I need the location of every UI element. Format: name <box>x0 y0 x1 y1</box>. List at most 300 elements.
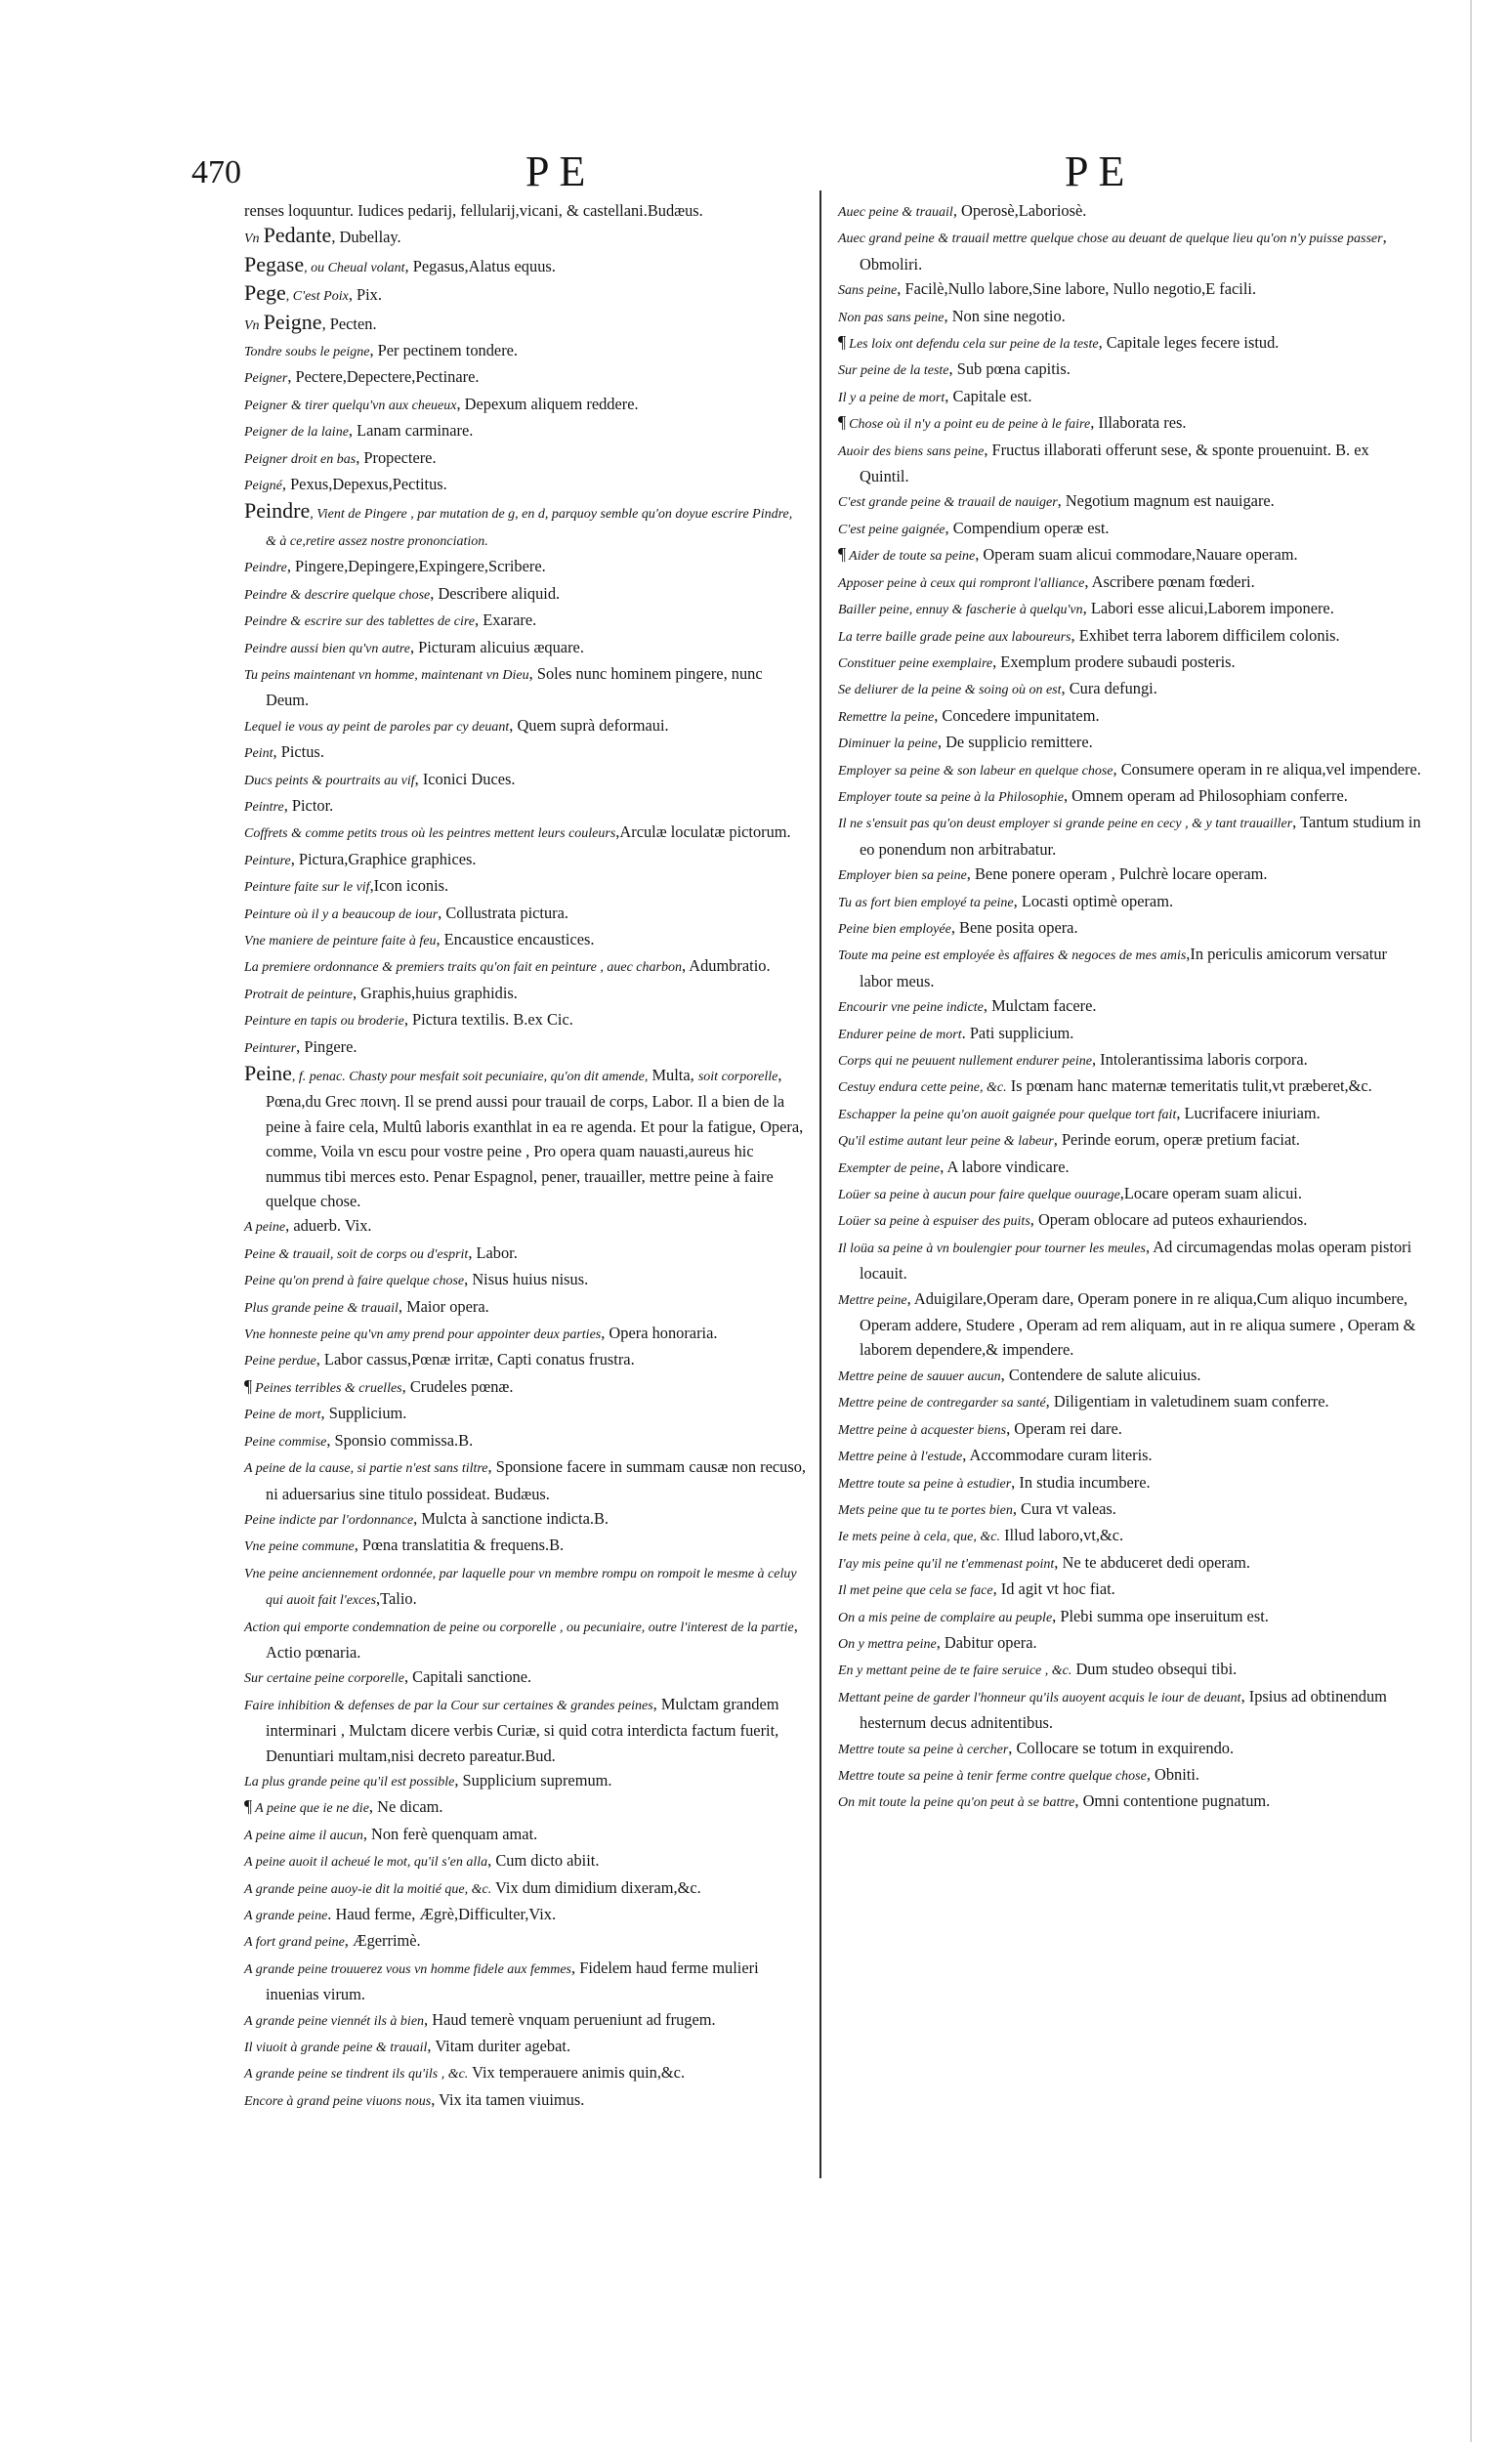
dictionary-entry <box>244 1614 806 1665</box>
headword: Il y a peine de mort <box>838 390 945 405</box>
dictionary-entry <box>838 1021 1422 1047</box>
headword: Diminuer la peine <box>838 737 938 752</box>
headword: Sur peine de la teste <box>838 363 949 379</box>
dictionary-entry <box>244 1875 806 1902</box>
dictionary-entry <box>244 608 806 634</box>
latin-translation: , Collocare se totum in exquirendo. <box>1008 1738 1235 1757</box>
latin-translation: , Negotium magnum est nauigare. <box>1057 491 1275 511</box>
latin-translation: , De supplicio remittere. <box>937 733 1093 752</box>
dictionary-entry <box>244 280 806 309</box>
dictionary-entry <box>838 1101 1422 1127</box>
latin-translation: , Pingere. <box>296 1036 357 1056</box>
latin-translation: , Supplicium. <box>320 1404 407 1423</box>
latin-translation: , Exemplum prodere subaudi posteris. <box>992 652 1236 671</box>
dictionary-entry <box>838 1363 1422 1389</box>
headword: Les loix ont defendu cela sur peine de la teste <box>849 337 1099 353</box>
headword: Peine qu'on prend à faire quelque chose <box>244 1274 465 1289</box>
dictionary-entry <box>838 730 1422 756</box>
headword: Mets peine que tu te portes bien <box>838 1502 1013 1518</box>
headword: La plus grande peine qu'il est possible <box>244 1774 455 1789</box>
latin-translation: , Pecten. <box>321 314 377 333</box>
headword: A peine de la cause, si partie n'est sans tiltre <box>244 1461 488 1477</box>
latin-translation: , Exarare. <box>475 610 537 630</box>
dictionary-entry <box>838 1443 1422 1469</box>
dictionary-entry <box>244 1241 806 1267</box>
headword: Cestuy endura cette peine, &c. <box>838 1080 1007 1096</box>
dictionary-entry <box>838 596 1422 622</box>
headword: Tu peins maintenant vn homme, maintenant vn Dieu <box>244 667 529 683</box>
left-column <box>244 198 806 2114</box>
headword: A peine que ie ne die <box>255 1801 369 1817</box>
headword: Exempter de peine <box>838 1160 941 1176</box>
dictionary-entry <box>838 1470 1422 1496</box>
headword: Vne peine anciennement ordonnée, par laquelle pour vn membre rompu on rompoit le mesme à celuy qui auoit fait l'exces <box>244 1566 797 1609</box>
dictionary-entry <box>244 2034 806 2060</box>
latin-translation: , Sponsio commissa.B. <box>326 1430 474 1450</box>
headword: Peine commise <box>244 1434 327 1450</box>
dictionary-entry <box>244 1401 806 1427</box>
headword-large: Peine <box>244 1061 292 1085</box>
latin-translation: , Adumbratio. <box>681 956 771 976</box>
dictionary-entry <box>838 915 1422 942</box>
dictionary-entry <box>838 569 1422 596</box>
headword: Peint <box>244 746 273 762</box>
dictionary-entry <box>838 1523 1422 1549</box>
dictionary-entry <box>244 847 806 873</box>
latin-translation: , Quem suprà deformaui. <box>509 715 669 735</box>
headword: Il loüa sa peine à vn boulengier pour tourner les meules <box>838 1241 1146 1256</box>
headword: Il viuoit à grande peine & trauail <box>244 2041 428 2056</box>
headword: Ducs peints & pourtraits au vif <box>244 773 415 788</box>
dictionary-entry <box>244 713 806 739</box>
headword: Auec peine & trauail <box>838 205 953 220</box>
latin-translation: , Accommodare curam literis. <box>962 1446 1153 1465</box>
latin-translation: , Operam rei dare. <box>1006 1418 1122 1438</box>
latin-translation: , Capitale est. <box>945 386 1032 405</box>
latin-translation: , Pictus. <box>273 742 324 762</box>
headword: Eschapper la peine qu'on auoit gaignée pour quelque tort fait <box>838 1107 1177 1122</box>
latin-translation: , Aduigilare,Operam dare, Operam ponere in re aliqua,Cum aliquo incumbere, Operam addere, Studere , Operam ad rem aliquam, aut in re aliqua sumere , Operam & laborem dependere,& impendere. <box>860 1288 1416 1360</box>
headword: A grande peine <box>244 1909 328 1923</box>
headword: Peinture où il y a beaucoup de iour <box>244 906 439 922</box>
latin-translation: , Fidelem haud ferme mulieri inuenias virum. <box>266 1958 759 2004</box>
latin-translation: , Intolerantissima laboris corpora. <box>1091 1050 1308 1069</box>
latin-translation: Vix dum dimidium dixeram,&c. <box>491 1877 701 1897</box>
dictionary-entry <box>838 488 1422 515</box>
dictionary-entry <box>244 1347 806 1373</box>
headword: Coffrets & comme petits trous où les peintres mettent leurs couleurs <box>244 826 616 842</box>
dictionary-entry <box>838 623 1422 650</box>
headword: Il met peine que cela se face <box>838 1583 993 1599</box>
headword: A peine <box>244 1220 286 1236</box>
headword: Peindre & descrire quelque chose <box>244 587 431 603</box>
latin-translation: , Id agit vt hoc fiat. <box>992 1579 1115 1599</box>
dictionary-entry <box>838 1789 1422 1815</box>
latin-translation: , Illaborata res. <box>1090 413 1187 433</box>
dictionary-entry <box>244 981 806 1007</box>
latin-translation: , Dubellay. <box>331 228 401 247</box>
entry-text: renses loquuntur. Iudices pedarij, fellularij,vicani, & castellani.Budæus. <box>244 201 703 220</box>
headword: Peigné <box>244 479 282 494</box>
headword: Toute ma peine est employée ès affaires & negoces de mes amis <box>838 948 1187 964</box>
latin-translation: , Actio pœnaria. <box>266 1616 798 1662</box>
dictionary-entry <box>838 225 1422 276</box>
headword: A grande peine viennét ils à bien <box>244 2013 425 2029</box>
dictionary-entry <box>838 330 1422 357</box>
latin-translation: , Exhibet terra laborem difficilem colonis. <box>1071 625 1340 645</box>
latin-translation: Multa, <box>648 1066 698 1084</box>
dictionary-entry <box>244 873 806 900</box>
dictionary-entry <box>838 1736 1422 1762</box>
latin-translation: , Pœna translatitia & frequens.B. <box>354 1536 565 1555</box>
column-divider <box>819 190 821 2178</box>
dictionary-entry <box>244 1061 806 1213</box>
dictionary-entry <box>838 357 1422 383</box>
latin-translation: , Diligentiam in valetudinem suam conferre. <box>1045 1392 1329 1411</box>
dictionary-entry <box>244 1213 806 1240</box>
dictionary-entry <box>838 1416 1422 1443</box>
latin-translation: , Pingere,Depingere,Expingere,Scribere. <box>286 557 546 576</box>
dictionary-entry <box>838 1235 1422 1286</box>
dictionary-entry <box>244 635 806 661</box>
dictionary-entry <box>838 703 1422 730</box>
latin-translation: , aduerb. Vix. <box>285 1216 372 1236</box>
dictionary-entry <box>838 516 1422 542</box>
headword: Peigner de la laine <box>244 425 349 441</box>
headword: Peine & trauail, soit de corps ou d'esprit <box>244 1246 469 1262</box>
latin-translation: , Labori esse alicui,Laborem imponere. <box>1082 599 1334 618</box>
headword: Mettre toute sa peine à estudier <box>838 1476 1012 1492</box>
headword: La terre baille grade peine aux laboureurs <box>838 629 1071 645</box>
headword: Peine de mort <box>244 1408 321 1423</box>
latin-translation: , Operam oblocare ad puteos exhauriendos. <box>1029 1210 1308 1230</box>
latin-translation: , Ne te abduceret dedi operam. <box>1054 1552 1250 1572</box>
headword-note: soit corporelle <box>697 1070 778 1084</box>
latin-translation: , Pix. <box>348 285 382 305</box>
pilcrow-icon: ¶ <box>838 412 847 433</box>
dictionary-entry <box>838 1286 1422 1363</box>
dictionary-entry <box>244 1902 806 1928</box>
dictionary-entry <box>838 1684 1422 1736</box>
headword: Qu'il estime autant leur peine & labeur <box>838 1134 1054 1150</box>
latin-translation: , Picturam alicuius æquare. <box>409 637 584 656</box>
headword: Mettre peine à acquester biens <box>838 1422 1007 1438</box>
headword: Peinture en tapis ou broderie <box>244 1014 404 1030</box>
headword: Vne honneste peine qu'vn amy prend pour appointer deux parties <box>244 1327 602 1343</box>
latin-translation: , Ne dicam. <box>368 1797 443 1817</box>
dictionary-entry <box>244 1454 806 1506</box>
dictionary-entry <box>244 418 806 444</box>
dictionary-entry <box>838 384 1422 410</box>
latin-translation: , Facilè,Nullo labore,Sine labore, Nullo negotio,E facili. <box>897 279 1257 299</box>
latin-translation: , Contendere de salute alicuius. <box>1000 1365 1201 1384</box>
dictionary-entry <box>244 1928 806 1955</box>
headword: Peintre <box>244 799 284 815</box>
dictionary-entry <box>244 1267 806 1293</box>
headword: A peine auoit il acheué le mot, qu'il s'en alla <box>244 1855 488 1871</box>
latin-translation: , Iconici Duces. <box>414 769 516 788</box>
latin-translation: , Depexum aliquem reddere. <box>456 394 639 413</box>
latin-translation: , Opera honoraria. <box>601 1324 718 1343</box>
dictionary-entry <box>244 1794 806 1821</box>
latin-translation: , Mulctam grandem interminari , Mulctam dicere verbis Curiæ, si quid cotra interdicta factum fuerit, Denuntiari multam,nisi decreto pareatur.Bud. <box>266 1694 779 1765</box>
running-head-left: PE <box>525 147 596 195</box>
headword: On a mis peine de complaire au peuple <box>838 1610 1053 1625</box>
dictionary-entry <box>838 862 1422 888</box>
headword: A grande peine auoy-ie dit la moitié que, &c. <box>244 1881 492 1897</box>
headword: Peine perdue <box>244 1354 316 1369</box>
dictionary-entry <box>244 554 806 580</box>
headword: La premiere ordonnance & premiers traits qu'on fait en peinture , auec charbon <box>244 960 682 976</box>
latin-translation: , Supplicium supremum. <box>454 1770 612 1789</box>
dictionary-entry <box>838 1630 1422 1657</box>
latin-translation: Illud laboro,vt,&c. <box>1000 1526 1124 1545</box>
latin-translation: ,In periculis amicorum versatur labor meus. <box>860 945 1388 990</box>
dictionary-entry <box>244 2060 806 2086</box>
headword: Se deliurer de la peine & soing où on est <box>838 683 1062 698</box>
dictionary-entry <box>838 1762 1422 1789</box>
latin-translation: , Dabitur opera. <box>936 1632 1037 1652</box>
headword: Loüer sa peine à espuiser des puits <box>838 1214 1030 1230</box>
headword: Tondre soubs le peigne <box>244 345 370 360</box>
latin-translation: , Cura vt valeas. <box>1012 1498 1116 1518</box>
latin-translation: , Locasti optimè operam. <box>1013 891 1174 910</box>
dictionary-entry <box>244 739 806 766</box>
dictionary-entry <box>244 2007 806 2034</box>
entry-continuation <box>244 198 806 223</box>
dictionary-entry <box>244 1560 806 1614</box>
latin-translation: , Soles nunc hominem pingere, nunc Deum. <box>266 663 763 710</box>
headword: Peindre <box>244 561 287 576</box>
headword: Plus grande peine & trauail <box>244 1300 399 1316</box>
headword: Action qui emporte condemnation de peine ou corporelle , ou pecuniaire, outre l'interest de la partie <box>244 1620 794 1635</box>
headword: Auoir des biens sans peine <box>838 443 985 459</box>
latin-translation: , Collustrata pictura. <box>438 903 568 922</box>
dictionary-entry <box>838 1155 1422 1181</box>
latin-translation: , Ipsius ad obtinendum hesternum decus adnitentibus. <box>860 1686 1387 1733</box>
headword: Peinture <box>244 853 291 868</box>
latin-translation: , Sub pœna capitis. <box>948 359 1071 379</box>
latin-translation: , Bene ponere operam , Pulchrè locare operam. <box>966 864 1268 884</box>
latin-translation: , Pectere,Depectere,Pectinare. <box>287 367 480 387</box>
headword: Employer toute sa peine à la Philosophie <box>838 789 1064 805</box>
pilcrow-icon: ¶ <box>838 544 847 565</box>
latin-translation: , Plebi summa ope inseruitum est. <box>1052 1606 1269 1625</box>
latin-translation: , In studia incumbere. <box>1011 1472 1151 1492</box>
headword: Protrait de peinture <box>244 987 353 1002</box>
dictionary-entry <box>244 793 806 820</box>
headword: Vne peine commune <box>244 1539 355 1555</box>
latin-translation: , Ascribere pœnam fœderi. <box>1084 571 1255 591</box>
headword: Vne maniere de peinture faite à feu <box>244 933 437 948</box>
headword: Bailler peine, ennuy & fascherie à quelqu'vn <box>838 603 1083 618</box>
dictionary-entry <box>838 1207 1422 1234</box>
dictionary-entry <box>244 445 806 472</box>
headword: Peindre aussi bien qu'vn autre <box>244 641 410 656</box>
latin-translation: , Pictor. <box>283 795 334 815</box>
headword: Auec grand peine & trauail mettre quelque chose au deuant de quelque lieu qu'on n'y puisse passer <box>838 232 1383 247</box>
latin-translation: ,Icon iconis. <box>369 876 449 896</box>
dictionary-entry <box>838 1550 1422 1577</box>
latin-translation: , Operosè,Laboriosè. <box>952 201 1087 220</box>
latin-translation: , Pœna,du Grec ποινη. Il se prend aussi pour trauail de corps, Labor. Il a bien de la peine à faire cela, Multû laboris exanthlat in ea re agenda. Et pour la fatigue, Opera, comme, Voila vn escu pour vostre peine , Pro opera quam nauasti,aureus hic nummus tibi merces esto. Penar Espagnol, pener, trauailler, mettre peine à faire quelque chose. <box>266 1066 804 1211</box>
headword-large: Peindre <box>244 498 311 524</box>
latin-translation: , Obniti. <box>1146 1764 1200 1784</box>
dictionary-entry <box>244 1007 806 1033</box>
latin-translation: , Propectere. <box>356 447 437 467</box>
headword: Tu as fort bien employé ta peine <box>838 895 1014 910</box>
dictionary-entry <box>838 1657 1422 1683</box>
dictionary-entry <box>838 438 1422 489</box>
dictionary-entry <box>244 1956 806 2007</box>
page-number: 470 <box>191 154 241 190</box>
dictionary-entry <box>838 757 1422 783</box>
dictionary-entry <box>244 1294 806 1321</box>
headword: C'est grande peine & trauail de nauiger <box>838 495 1058 511</box>
latin-translation: , Nisus huius nisus. <box>464 1270 589 1289</box>
dictionary-entry <box>838 783 1422 810</box>
right-column <box>838 198 1422 1816</box>
dictionary-entry <box>838 198 1422 225</box>
dictionary-entry <box>838 1074 1422 1100</box>
latin-translation: , Bene posita opera. <box>950 917 1078 937</box>
headword: Mettre toute sa peine à tenir ferme contre quelque chose <box>838 1768 1147 1784</box>
latin-translation: , Capitale leges fecere istud. <box>1098 333 1280 353</box>
latin-translation: , Non sine negotio. <box>944 306 1066 325</box>
latin-translation: , A labore vindicare. <box>940 1157 1070 1176</box>
headword: Encore à grand peine viuons nous <box>244 2093 432 2109</box>
latin-translation: , Omni contentione pugnatum. <box>1074 1791 1271 1811</box>
headword: Aider de toute sa peine <box>849 549 976 565</box>
headword: Chose où il n'y a point eu de peine à le faire <box>849 417 1091 433</box>
dictionary-entry <box>838 1604 1422 1630</box>
latin-translation: , Encaustice encaustices. <box>436 929 595 948</box>
headword: Peinturer <box>244 1040 297 1056</box>
headword: Lequel ie vous ay peint de paroles par cy deuant <box>244 719 510 735</box>
latin-translation: Vix temperauere animis quin,&c. <box>468 2063 686 2083</box>
headword-note: , ou Cheual volant <box>304 260 405 275</box>
dictionary-entry <box>244 901 806 927</box>
headword: Peigner droit en bas <box>244 451 357 467</box>
latin-translation: , Sponsione facere in summam causæ non recuso, ni aduersarius sine titulo possideat. Budæus. <box>266 1457 806 1503</box>
latin-translation: , Cum dicto abiit. <box>487 1851 600 1871</box>
latin-translation: , Compendium operæ est. <box>945 518 1110 537</box>
dictionary-entry <box>244 1533 806 1559</box>
latin-translation: , Fructus illaborati offerunt sese, & sponte prouenuint. B. ex Quintil. <box>860 440 1369 486</box>
dictionary-entry <box>244 338 806 364</box>
latin-translation: , Labor cassus,Pœnæ irritæ, Capti conatus frustra. <box>315 1350 635 1369</box>
latin-translation: , Cura defungi. <box>1061 679 1157 698</box>
latin-translation: , Haud temerè vnquam perueniunt ad frugem. <box>424 2009 716 2029</box>
headword: Il ne s'ensuit pas qu'on deust employer si grande peine en cecy , & y tant trauailler <box>838 817 1293 832</box>
headword-large: Pegase <box>244 251 305 276</box>
headword-note: , Vient de Pingere , par mutation de g, en d, parquoy semble qu'on doyue escrire Pindre, & à ce,retire assez nostre prononciation. <box>266 507 793 549</box>
headword: Sur certaine peine corporelle <box>244 1671 404 1687</box>
dictionary-entry <box>244 223 806 251</box>
dictionary-entry <box>838 276 1422 303</box>
headword: Apposer peine à ceux qui rompront l'alliance <box>838 575 1085 591</box>
dictionary-entry <box>838 650 1422 676</box>
headword: Peigner & tirer quelqu'vn aux cheueux <box>244 398 457 413</box>
headword: Ie mets peine à cela, que, &c. <box>838 1530 1000 1545</box>
page-edge-line <box>1470 0 1472 2442</box>
dictionary-entry <box>244 1374 806 1401</box>
headword: Constituer peine exemplaire <box>838 655 993 671</box>
headword: Peigner <box>244 371 288 387</box>
latin-translation: , Pegasus,Alatus equus. <box>404 256 556 275</box>
headword: A grande peine trouuerez vous vn homme fidele aux femmes <box>244 1961 572 1977</box>
dictionary-entry <box>244 661 806 713</box>
dictionary-entry <box>244 472 806 498</box>
latin-translation: , Omnem operam ad Philosophiam conferre. <box>1063 785 1348 805</box>
dictionary-entry <box>244 252 806 280</box>
dictionary-entry <box>838 889 1422 915</box>
dictionary-entry <box>244 1664 806 1691</box>
headword: Vn <box>244 232 260 247</box>
dictionary-entry <box>838 993 1422 1020</box>
dictionary-entry <box>838 1127 1422 1154</box>
headword: Endurer peine de mort <box>838 1027 962 1042</box>
latin-translation: Dum studeo obsequi tibi. <box>1071 1660 1238 1679</box>
headword: En y mettant peine de te faire seruice , &c. <box>838 1663 1072 1679</box>
latin-translation: ,Locare operam suam alicui. <box>1119 1184 1302 1203</box>
latin-translation: . Pati supplicium. <box>961 1023 1074 1042</box>
headword: Mettre peine de contregarder sa santé <box>838 1396 1046 1411</box>
latin-translation: , Ægerrimè. <box>344 1931 421 1951</box>
headword-large: Pedante <box>263 223 332 248</box>
latin-translation: , Pictura,Graphice graphices. <box>290 849 477 868</box>
headword-large: Peigne <box>263 309 322 334</box>
running-head-right: PE <box>1065 147 1135 195</box>
latin-translation: , Ad circumagendas molas operam pistori locauit. <box>860 1237 1412 1284</box>
dictionary-entry <box>244 364 806 391</box>
dictionary-entry <box>838 304 1422 330</box>
latin-translation: , Capitali sanctione. <box>403 1667 532 1687</box>
headword: Mettre peine <box>838 1292 907 1308</box>
dictionary-entry <box>838 542 1422 568</box>
headword: A grande peine se tindrent ils qu'ils , &c. <box>244 2067 469 2083</box>
latin-translation: , Operam suam alicui commodare,Nauare operam. <box>975 545 1298 565</box>
dictionary-entry <box>838 1181 1422 1207</box>
pilcrow-icon: ¶ <box>244 1796 253 1817</box>
dictionary-entry <box>244 1321 806 1347</box>
headword: Peine bien employée <box>838 921 951 937</box>
dictionary-entry <box>838 1577 1422 1603</box>
headword-large: Pege <box>244 280 286 306</box>
latin-translation: ,Talio. <box>376 1589 417 1609</box>
latin-translation: , Perinde eorum, operæ pretium faciat. <box>1053 1130 1300 1150</box>
headword: Peines terribles & cruelles <box>255 1380 402 1396</box>
headword: C'est peine gaignée <box>838 522 945 537</box>
pilcrow-icon: ¶ <box>244 1375 253 1396</box>
headword: Peindre & escrire sur des tablettes de cire <box>244 614 475 630</box>
latin-translation: , Consumere operam in re aliqua,vel impendere. <box>1113 759 1421 779</box>
dictionary-entry <box>244 2087 806 2114</box>
headword: On y mettra peine <box>838 1636 937 1652</box>
latin-translation: , Mulctam facere. <box>983 996 1097 1016</box>
dictionary-entry <box>838 1047 1422 1074</box>
headword: Faire inhibition & defenses de par la Cour sur certaines & grandes peines <box>244 1698 653 1713</box>
latin-translation: . Haud ferme, Ægrè,Difficulter,Vix. <box>327 1905 557 1923</box>
latin-translation: , Obmoliri. <box>860 228 1387 274</box>
headword: Mettant peine de garder l'honneur qu'ils auoyent acquis le iour de deuant <box>838 1690 1241 1705</box>
latin-translation: , Lucrifacere iniuriam. <box>1176 1103 1321 1122</box>
latin-translation: , Vix ita tamen viuimus. <box>431 2089 585 2109</box>
dictionary-entry <box>838 810 1422 862</box>
latin-translation: , Describere aliquid. <box>430 583 561 603</box>
dictionary-entry <box>244 1506 806 1533</box>
dictionary-entry <box>838 410 1422 437</box>
